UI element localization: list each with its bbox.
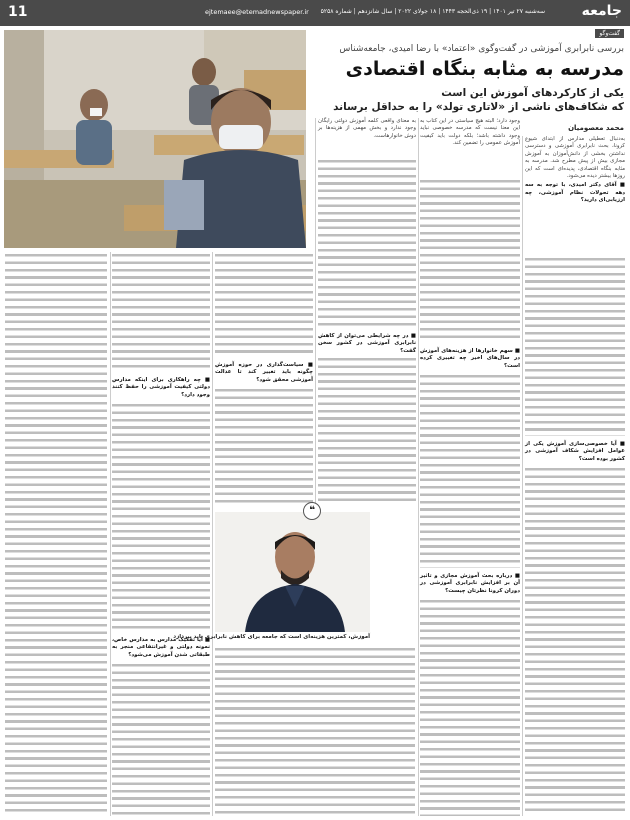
body-text xyxy=(420,178,520,338)
subhead-line-1: یکی از کارکردهای آموزش این است xyxy=(441,87,624,99)
column-divider xyxy=(315,118,316,506)
article-kicker: بررسی نابرابری آموزشی در گفت‌وگوی «اعتماد» با رضا امیدی، جامعه‌شناس xyxy=(339,44,624,54)
text-column-2 xyxy=(420,118,520,816)
lead-paragraph: به‌دنبال تعطیلی مدارس از ابتدای شیوع کرونا، بحث نابرابری آموزشی و دسترسی نداشتن بخشی از دانش‌آموزان به آموزش مجازی بیش از پیش مطرح شد. مدرسه به مثابه بنگاه اقتصادی، پدیده‌ای است که این روزها بیشتر دیده می‌شود. xyxy=(525,136,625,180)
column-divider xyxy=(418,118,419,816)
interview-question: ■ چه راهکاری برای اینکه مدارس دولتی کیفیت آموزشی را حفظ کنند وجود دارد؟ xyxy=(112,377,210,398)
interview-question: ■ در چه شرایطی می‌توان از کاهش نابرابری آموزشی در کشور سخن گفت؟ xyxy=(318,333,416,354)
body-text xyxy=(215,252,313,357)
body-text xyxy=(420,373,520,568)
body-text xyxy=(215,646,415,816)
section-email: ejtemaee@etemadnewspaper.ir xyxy=(205,8,309,16)
body-text xyxy=(420,598,520,816)
masthead-bar xyxy=(0,0,630,26)
interview-question: ■ آقای دکتر امیدی، با توجه به سه دهه تحولات نظام آموزشی، چه ارزیابی‌ای دارید؟ xyxy=(525,182,625,204)
portrait-caption: آموزش، کمترین هزینه‌ای است که جامعه برای کاهش نابرابری باید بپردازد xyxy=(173,634,370,640)
article-headline: مدرسه به مثابه بنگاه اقتصادی xyxy=(345,58,624,80)
text-column-3 xyxy=(318,118,416,506)
body-text xyxy=(215,387,313,506)
text-column-4 xyxy=(215,252,313,506)
byline: محمد معصومیان xyxy=(568,124,624,132)
body-text xyxy=(112,402,210,632)
text-column-bottom xyxy=(215,646,415,816)
body-text xyxy=(525,256,625,436)
subhead-line-2: که شکاف‌های ناشی از «لاتاری تولد» را به حداقل برساند xyxy=(333,101,624,113)
interview-question: ■ آیا تفکیک مدارس به مدارس خاص، نمونه دولتی و غیرانتفاعی منجر به طبقاتی شدن آموزش می‌شود؟ xyxy=(112,637,210,658)
body-text xyxy=(112,662,210,816)
interview-question: ■ سیاست‌گذاری در حوزه آموزش چگونه باید تغییر کند تا عدالت آموزشی محقق شود؟ xyxy=(215,362,313,383)
page-number: 11 xyxy=(8,4,28,20)
interview-question: ■ سهم خانوارها از هزینه‌های آموزش در سال‌های اخیر چه تغییری کرده است؟ xyxy=(420,348,520,369)
interviewee-portrait xyxy=(215,512,370,632)
dateline: سه‌شنبه ۲۷ تیر ۱۴۰۱ | ۱۹ ذی‌الحجه ۱۴۴۳ | ۱۸ جولای ۲۰۲۲ | سال شانزدهم | شماره ۵۲۵۸ xyxy=(320,8,545,15)
text-column-6 xyxy=(5,252,107,816)
text-column-1 xyxy=(525,136,625,816)
article-subhead xyxy=(312,86,624,114)
quote-icon: ❝ xyxy=(303,502,321,520)
body-text xyxy=(318,356,416,506)
column-divider xyxy=(212,252,213,816)
text-column-5 xyxy=(112,252,210,816)
body-paragraph: وجود دارد؛ البته هیچ سیاستی در این کتاب به این معنا نیست که مدرسه خصوصی نباید وجود داشته باشد؛ بلکه دولت باید کیفیت آموزش عمومی را تضمین کند. xyxy=(420,118,520,147)
students-photo xyxy=(4,30,306,248)
interview-question: ■ آیا خصوصی‌سازی آموزش یکی از عوامل افزایش شکاف آموزشی در کشور بوده است؟ xyxy=(525,441,625,462)
column-divider xyxy=(110,252,111,816)
column-divider xyxy=(522,136,523,816)
interview-question: ■ درباره بحث آموزش مجازی و تاثیر آن بر افزایش نابرابری آموزشی در دوران کرونا نظرتان چیست؟ xyxy=(420,573,520,594)
body-text xyxy=(525,466,625,816)
section-name: جامعه xyxy=(581,3,622,19)
rubric-label: گفت‌وگو xyxy=(595,29,624,38)
body-text xyxy=(5,252,107,816)
body-text xyxy=(112,252,210,372)
body-paragraph: به معنای واقعی کلمه آموزش دولتی رایگان وجود ندارد و بخش مهمی از هزینه‌ها بر دوش خانوارهاست. xyxy=(318,118,416,139)
body-text xyxy=(318,158,416,328)
